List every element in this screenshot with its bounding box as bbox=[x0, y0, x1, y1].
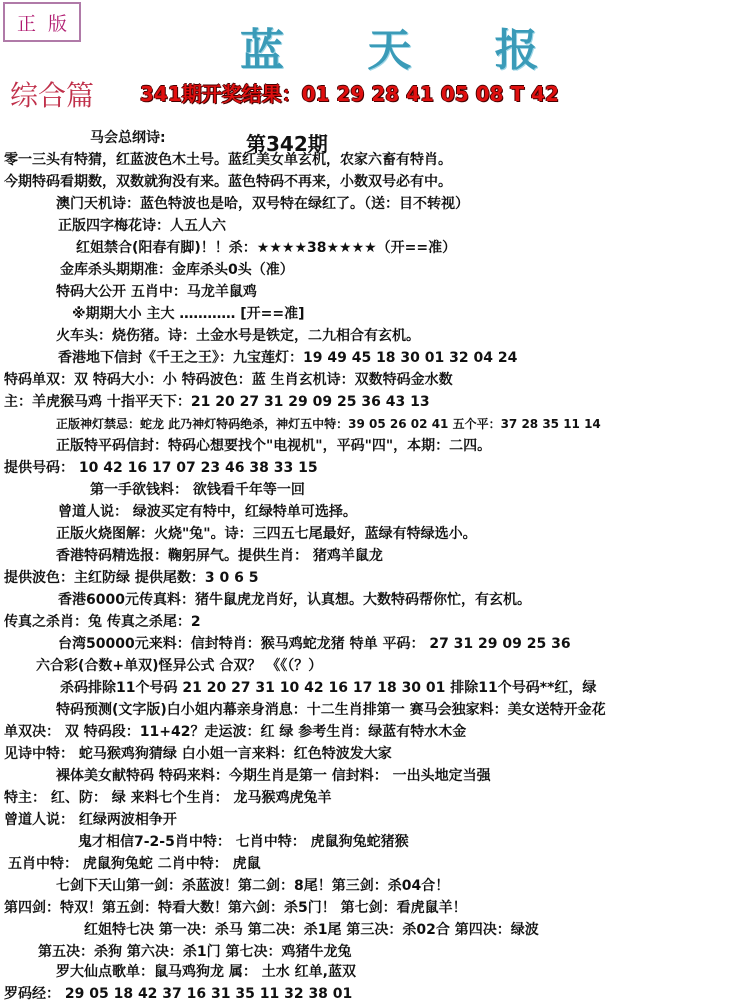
text-line: 曾道人说： 绿波买定有特中，红绿特单可选择。 bbox=[58, 504, 357, 520]
issue-number: 第342期 bbox=[246, 132, 328, 156]
text-line: 鬼才相信7-2-5肖中特： 七肖中特： 虎鼠狗兔蛇猪猴 bbox=[78, 834, 409, 850]
text-line: 特码单双：双 特码大小：小 特码波色：蓝 生肖玄机诗：双数特码金水数 bbox=[4, 372, 453, 388]
text-line: 马会总纲诗: bbox=[90, 130, 166, 146]
text-line: 罗码经： 29 05 18 42 37 16 31 35 11 32 38 01 bbox=[4, 986, 353, 1002]
text-line: 正版四字梅花诗：人五人六 bbox=[58, 218, 226, 234]
text-line: 今期特码看期数，双数就狗没有来。蓝色特码不再来，小数双号必有中。 bbox=[4, 174, 452, 190]
text-line: 第五决：杀狗 第六决：杀1门 第七决：鸡猪牛龙兔 bbox=[38, 944, 352, 960]
text-line: 传真之杀肖：兔 传真之杀尾：2 bbox=[4, 614, 201, 630]
text-line: 特码预测(文字版)白小姐内幕亲身消息：十二生肖排第一 赛马会独家料：美女送特开金花 bbox=[56, 702, 606, 718]
text-line: 主：羊虎猴马鸡 十指平天下：21 20 27 31 29 09 25 36 43 13 bbox=[4, 394, 430, 410]
text-line: 第一手欲钱料： 欲钱看千年等一回 bbox=[90, 482, 305, 498]
badge-char-1: 正 bbox=[16, 12, 36, 35]
text-line: 正版火烧图解：火烧"兔"。诗：三四五七尾最好，蓝绿有特绿选小。 bbox=[56, 526, 477, 542]
text-line: 曾道人说： 红绿两波相争开 bbox=[4, 812, 177, 828]
text-line: 单双决： 双 特码段：11+42？走运波：红 绿 参考生肖：绿蓝有特水木金 bbox=[4, 724, 467, 740]
text-line: 第四剑：特双！第五剑：特看大数！第六剑：杀5门！ 第七剑：看虎鼠羊！ bbox=[4, 900, 467, 916]
text-line: 澳门天机诗：蓝色特波也是哈，双号特在绿红了。（送：目不转视） bbox=[56, 196, 469, 212]
text-line: 正版特平码信封：特码心想要找个"电视机"，平码"四"，本期：二四。 bbox=[56, 438, 492, 454]
text-line: 六合彩(合数+单双)怪异公式 合双？ 《《（？） bbox=[36, 658, 323, 674]
text-line: 杀码排除11个号码 21 20 27 31 10 42 16 17 18 30 01 排除11个号码**红，绿 bbox=[60, 680, 597, 696]
text-line: 罗大仙点歌单：鼠马鸡狗龙 属： 土水 红单,蓝双 bbox=[56, 964, 356, 980]
text-line: ※期期大小 主大 ………… [开==准] bbox=[72, 306, 305, 322]
text-line: 零一三头有特猜，红蓝波色木土号。蓝红美女单玄机，农家六畜有特肖。 bbox=[4, 152, 452, 168]
text-line: 特主： 红、防： 绿 来料七个生肖： 龙马猴鸡虎兔羊 bbox=[4, 790, 332, 806]
text-line: 五肖中特： 虎鼠狗兔蛇 二肖中特： 虎鼠 bbox=[8, 856, 261, 872]
text-line: 特码大公开 五肖中：马龙羊鼠鸡 bbox=[56, 284, 257, 300]
text-line: 台湾50000元来料：信封特肖：猴马鸡蛇龙猪 特单 平码： 27 31 29 09 25 36 bbox=[58, 636, 571, 652]
text-line: 七剑下天山第一剑：杀蓝波！第二剑：8尾！第三剑：杀04合！ bbox=[56, 878, 450, 894]
section-title: 综合篇 bbox=[10, 79, 95, 112]
text-line: 金库杀头期期准：金库杀头0头（准） bbox=[60, 262, 294, 278]
text-line: 见诗中特： 蛇马猴鸡狗猜绿 白小姐一言来料：红色特波发大家 bbox=[4, 746, 392, 762]
text-line: 红姐特七决 第一决：杀马 第二决：杀1尾 第三决：杀02合 第四决：绿波 bbox=[84, 922, 539, 938]
text-line: 火车头：烧伤猪。诗：土金水号是铁定，二九相合有玄机。 bbox=[56, 328, 420, 344]
text-line: 正版神灯禁忌：蛇龙 此乃神灯特码绝杀，神灯五中特：39 05 26 02 41 五个平：37 28 35 11 14 bbox=[56, 417, 601, 431]
last-draw-result: 341期开奖结果：01 29 28 41 05 08 T 42 bbox=[140, 82, 559, 106]
text-line: 提供号码： 10 42 16 17 07 23 46 38 33 15 bbox=[4, 460, 318, 476]
text-line: 香港6000元传真料：猪牛鼠虎龙肖好，认真想。大数特码帮你忙，有玄机。 bbox=[58, 592, 531, 608]
text-line: 香港特码精选报：鞠躬屏气。提供生肖： 猪鸡羊鼠龙 bbox=[56, 548, 383, 564]
badge-char-2: 版 bbox=[47, 12, 67, 35]
text-line: 香港地下信封《千王之王》：九宝莲灯：19 49 45 18 30 01 32 04 24 bbox=[58, 350, 518, 366]
text-line: 裸体美女献特码 特码来料：今期生肖是第一 信封料： 一出头地定当强 bbox=[56, 768, 491, 784]
text-line: 提供波色：主红防绿 提供尾数：3 0 6 5 bbox=[4, 570, 259, 586]
page-title: 蓝 天 报 bbox=[240, 25, 573, 76]
genuine-badge bbox=[3, 2, 81, 42]
text-line: 红姐禁合(阳春有脚)！！杀：★★★★38★★★★（开==准） bbox=[76, 240, 457, 256]
